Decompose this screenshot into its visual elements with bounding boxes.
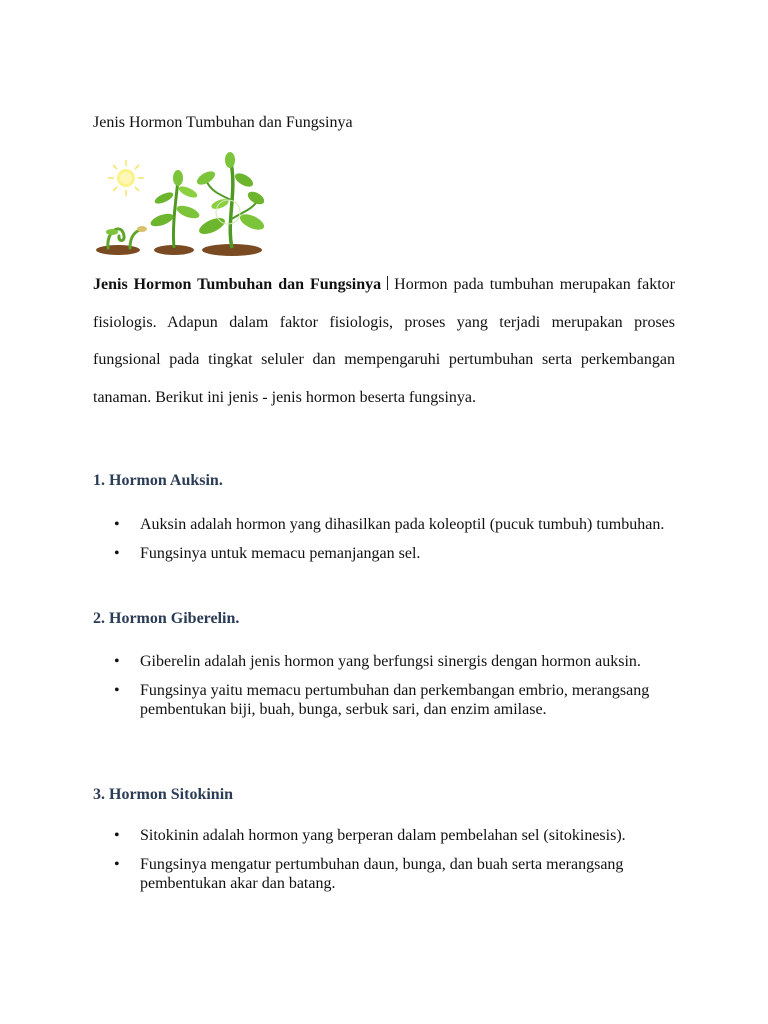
text-cursor — [387, 276, 388, 290]
intro-paragraph — [93, 266, 675, 416]
list-item: • Giberelin adalah jenis hormon yang berfungsi sinergis dengan hormon auksin. — [112, 652, 672, 671]
bullet-list-sitokinin — [112, 826, 672, 903]
list-item: • Auksin adalah hormon yang dihasilkan pada koleoptil (pucuk tumbuh) tumbuhan. — [112, 515, 672, 534]
section-heading-giberelin: 2. Hormon Giberelin. — [93, 610, 240, 627]
section-heading-auksin: 1. Hormon Auksin. — [93, 472, 223, 489]
list-item: • Fungsinya untuk memacu pemanjangan sel. — [112, 544, 672, 563]
intro-bold-title: Jenis Hormon Tumbuhan dan Fungsinya — [93, 276, 382, 293]
list-item: • Fungsinya yaitu memacu pertumbuhan dan perkembangan embrio, merangsang pembentukan biji, buah, bunga, serbuk sari, dan enzim amilase. — [112, 681, 672, 719]
bullet-list-auksin — [112, 515, 672, 573]
section-heading-sitokinin: 3. Hormon Sitokinin — [93, 786, 234, 803]
plant-growth-stages-icon — [92, 150, 264, 258]
sprout-stage-3 — [195, 152, 264, 248]
list-item: • Fungsinya mengatur pertumbuhan daun, bunga, dan buah serta merangsang pembentukan akar dan batang. — [112, 855, 672, 893]
list-item: • Sitokinin adalah hormon yang berperan dalam pembelahan sel (sitokinesis). — [112, 826, 672, 845]
bullet-list-giberelin — [112, 652, 672, 729]
sun-icon — [108, 160, 144, 196]
sprout-stage-2 — [149, 170, 201, 248]
intro-text: Hormon pada tumbuhan merupakan faktor fisiologis. Adapun dalam faktor fisiologis, proses yang terjadi merupakan proses fungsional pada tingkat seluler dan mempengaruhi pertumbuhan serta perkembangan tanaman. Berikut ini jenis - jenis hormon beserta fungsinya. — [93, 276, 675, 406]
document-title: Jenis Hormon Tumbuhan dan Fungsinya — [93, 114, 353, 131]
